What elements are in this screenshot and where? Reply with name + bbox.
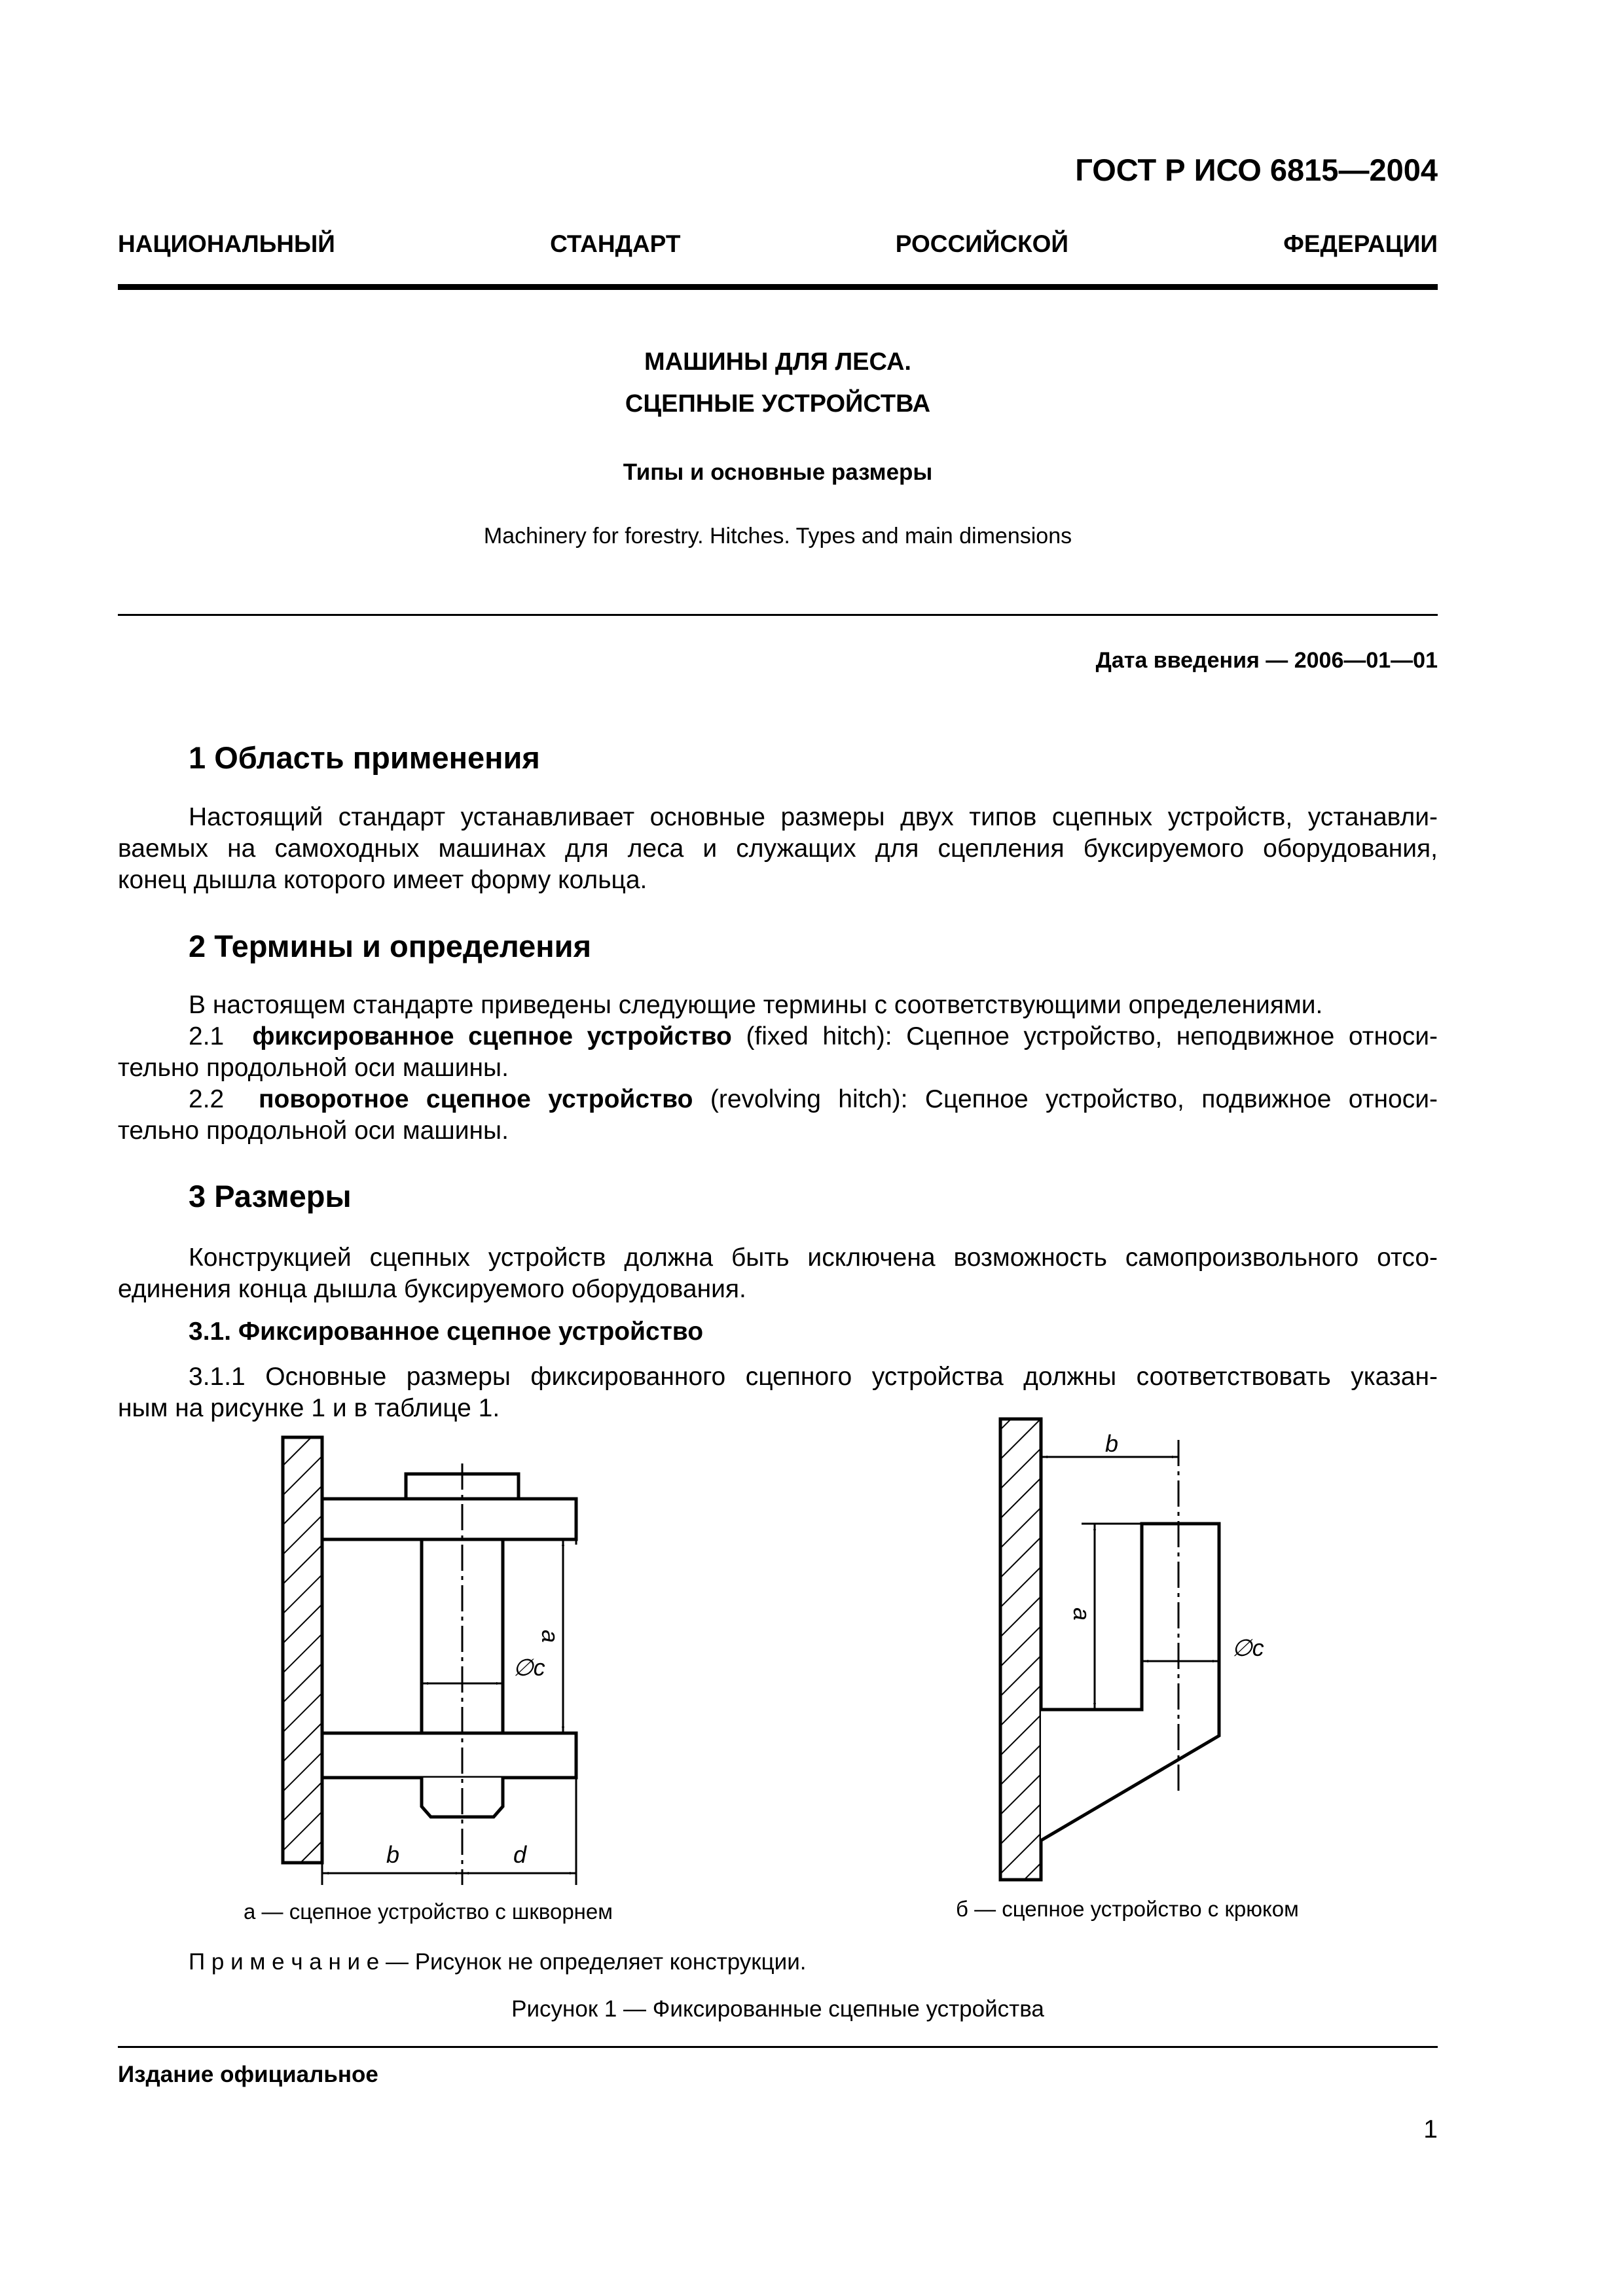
subsection-3-1-line: 3.1.1 Основные размеры фиксированного сцепного устройства должны соответствовать указан- bbox=[189, 1363, 1438, 1391]
label-c: ∅c bbox=[513, 1654, 545, 1681]
term-name: фиксированное сцепное устройство bbox=[252, 1022, 732, 1050]
figure-caption: Рисунок 1 — Фиксированные сцепные устройства bbox=[511, 1996, 1044, 2022]
label-d: d bbox=[513, 1841, 527, 1868]
banner-word: СТАНДАРТ bbox=[550, 230, 681, 257]
section-3-heading: 3 Размеры bbox=[189, 1179, 352, 1213]
upper-plate bbox=[322, 1499, 576, 1539]
label-b: b bbox=[1104, 1430, 1119, 1457]
hook-body bbox=[1041, 1524, 1219, 1840]
label-b: b bbox=[386, 1841, 400, 1868]
title-line-2: СЦЕПНЫЕ УСТРОЙСТВА bbox=[625, 390, 931, 418]
official-edition: Издание официальное bbox=[118, 2062, 378, 2087]
wall-hatch bbox=[283, 1437, 322, 1863]
subsection-3-1-line: ным на рисунке 1 и в таблице 1. bbox=[118, 1394, 500, 1422]
page-number: 1 bbox=[1423, 2115, 1438, 2144]
term-name: поворотное сцепное устройство bbox=[259, 1085, 693, 1113]
banner-word: РОССИЙСКОЙ bbox=[895, 230, 1069, 257]
term-number: 2.1 bbox=[189, 1022, 225, 1050]
section-1-line: ваемых на самоходных машинах для леса и служащих для сцепления буксируемого оборудования, bbox=[118, 834, 1438, 863]
figure-caption-b: б — сцепное устройство с крюком bbox=[956, 1897, 1299, 1921]
lower-plate bbox=[322, 1733, 576, 1778]
term-definition: (fixed hitch): Сцепное устройство, неподвижное относи- bbox=[731, 1022, 1438, 1050]
title-line-1: МАШИНЫ ДЛЯ ЛЕСА. bbox=[644, 348, 911, 376]
standard-number: ГОСТ Р ИСО 6815—2004 bbox=[1075, 152, 1438, 187]
section-2-heading: 2 Термины и определения bbox=[189, 929, 591, 963]
banner-word: ФЕДЕРАЦИИ bbox=[1283, 230, 1438, 257]
intro-date: Дата введения — 2006—01—01 bbox=[1095, 648, 1438, 673]
section-3-line: Конструкцией сцепных устройств должна быть исключена возможность самопроизвольного отсо- bbox=[189, 1244, 1438, 1272]
figure-b-hook-hitch bbox=[1000, 1419, 1219, 1880]
label-a: a bbox=[1068, 1607, 1095, 1621]
english-title: Machinery for forestry. Hitches. Types and main dimensions bbox=[483, 524, 1072, 548]
section-1-heading: 1 Область применения bbox=[189, 740, 540, 775]
label-c: ∅c bbox=[1231, 1634, 1264, 1661]
term-definition: (revolving hitch): Сцепное устройство, подвижное относи- bbox=[693, 1085, 1438, 1113]
section-2-intro: В настоящем стандарте приведены следующие термины с соответствующими определениями. bbox=[189, 991, 1323, 1019]
figure-caption-a: а — сцепное устройство с шкворнем bbox=[244, 1899, 613, 1924]
figure-note: П р и м е ч а н и е — Рисунок не определяет конструкции. bbox=[189, 1949, 807, 1975]
term-2-1-cont: тельно продольной оси машины. bbox=[118, 1054, 509, 1082]
wall-hatch bbox=[1000, 1419, 1041, 1880]
footer-rule bbox=[118, 2046, 1438, 2048]
section-3-line: единения конца дышла буксируемого оборудования. bbox=[118, 1275, 746, 1303]
term-number: 2.2 bbox=[189, 1085, 225, 1113]
label-a: a bbox=[537, 1629, 564, 1643]
banner-word: НАЦИОНАЛЬНЫЙ bbox=[118, 230, 335, 257]
subtitle: Типы и основные размеры bbox=[623, 459, 933, 485]
subsection-3-1-heading: 3.1. Фиксированное сцепное устройство bbox=[189, 1318, 704, 1346]
term-2-2-cont: тельно продольной оси машины. bbox=[118, 1117, 509, 1145]
section-1-line: Настоящий стандарт устанавливает основные размеры двух типов сцепных устройств, устанавли- bbox=[189, 803, 1438, 831]
section-1-line: конец дышла которого имеет форму кольца. bbox=[118, 866, 647, 894]
